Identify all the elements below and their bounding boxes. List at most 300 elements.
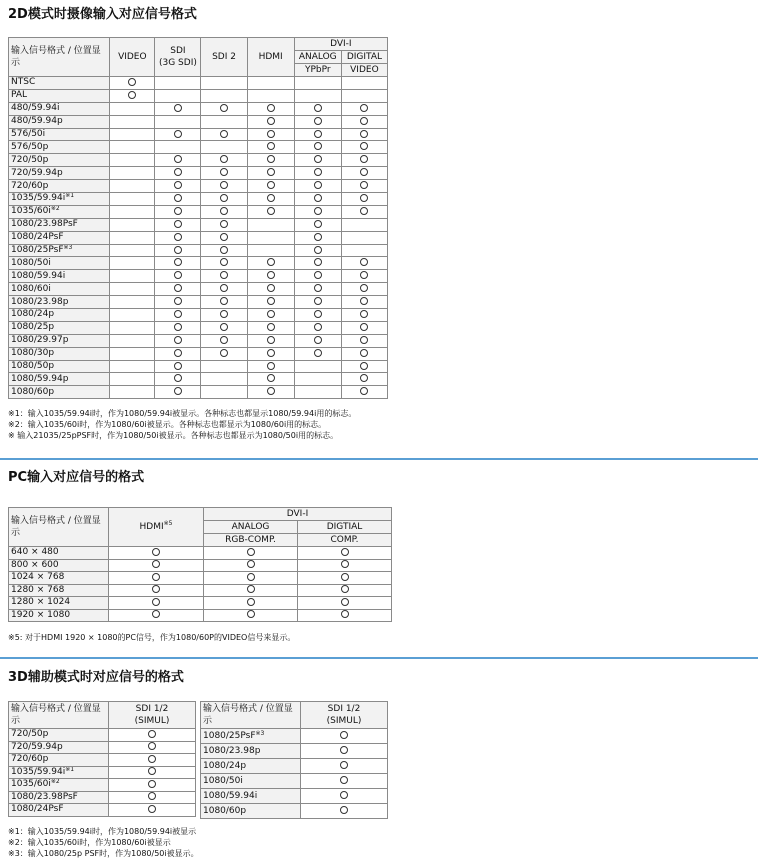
row-label: 1080/50i xyxy=(9,257,110,270)
row-label: 1080/24PsF xyxy=(9,804,109,817)
empty-cell xyxy=(110,115,155,128)
circle-mark-icon xyxy=(340,776,348,784)
circle-mark-icon xyxy=(174,220,182,228)
circle-mark-icon xyxy=(314,258,322,266)
circle-mark-icon xyxy=(267,117,275,125)
table-row xyxy=(9,102,388,115)
section3-title: 3D辅助模式时对应信号的格式 xyxy=(8,670,184,685)
header-dvi: DVI-I xyxy=(294,38,387,51)
circle-mark-icon xyxy=(360,284,368,292)
row-label: 576/50p xyxy=(9,141,110,154)
circle-mark-icon xyxy=(314,181,322,189)
table-row xyxy=(9,597,392,610)
signal-table-3d-right xyxy=(200,701,388,819)
row-label: 1080/59.94i xyxy=(201,789,301,804)
circle-mark-icon xyxy=(220,246,228,254)
supported-cell xyxy=(247,347,294,360)
circle-mark-icon xyxy=(314,246,322,254)
circle-mark-icon xyxy=(220,181,228,189)
empty-cell xyxy=(110,141,155,154)
supported-cell xyxy=(201,167,247,180)
supported-cell xyxy=(155,321,201,334)
empty-cell xyxy=(110,321,155,334)
empty-cell xyxy=(110,309,155,322)
empty-cell xyxy=(247,89,294,102)
empty-cell xyxy=(155,115,201,128)
supported-cell xyxy=(247,257,294,270)
row-label: 1080/59.94i xyxy=(9,270,110,283)
row-label: 1080/60p xyxy=(201,804,301,819)
pc-header-dvi: DVI-I xyxy=(204,508,392,521)
empty-cell xyxy=(155,141,201,154)
table-row xyxy=(9,283,388,296)
circle-mark-icon xyxy=(360,374,368,382)
row-label: $1035/60i^{※2}$ xyxy=(9,779,109,792)
circle-mark-icon xyxy=(148,767,156,775)
circle-mark-icon xyxy=(220,130,228,138)
row-label: 720/59.94p xyxy=(9,741,109,754)
circle-mark-icon xyxy=(314,271,322,279)
circle-mark-icon xyxy=(174,194,182,202)
supported-cell xyxy=(155,373,201,386)
circle-mark-icon xyxy=(340,791,348,799)
supported-cell xyxy=(341,386,387,399)
circle-mark-icon xyxy=(314,130,322,138)
circle-mark-icon xyxy=(314,117,322,125)
supported-cell xyxy=(201,180,247,193)
supported-cell xyxy=(204,584,298,597)
supported-cell xyxy=(247,270,294,283)
circle-mark-icon xyxy=(360,155,368,163)
circle-mark-icon xyxy=(360,349,368,357)
circle-mark-icon xyxy=(247,598,255,606)
supported-cell xyxy=(109,584,204,597)
empty-cell xyxy=(110,154,155,167)
supported-cell xyxy=(247,283,294,296)
empty-cell xyxy=(201,386,247,399)
supported-cell xyxy=(109,804,196,817)
header-ypbpr: YPbPr xyxy=(294,64,341,77)
row-label: 480/59.94p xyxy=(9,115,110,128)
circle-mark-icon xyxy=(360,323,368,331)
supported-cell xyxy=(155,205,201,218)
supported-cell xyxy=(301,804,388,819)
supported-cell xyxy=(294,154,341,167)
note-line: ※1：输入1035/59.94i时，作为1080/59.94i被显示。各种标志也都显示1080/59.94i用的标志。 xyxy=(8,409,357,418)
table-row xyxy=(9,766,196,779)
empty-cell xyxy=(155,77,201,90)
supported-cell xyxy=(155,128,201,141)
row-label: 1080/25p xyxy=(9,321,110,334)
circle-mark-icon xyxy=(267,130,275,138)
row-label: 720/60p xyxy=(9,180,110,193)
supported-cell xyxy=(294,102,341,115)
circle-mark-icon xyxy=(220,155,228,163)
table-row xyxy=(9,609,392,622)
row-label: 1280 × 768 xyxy=(9,584,109,597)
row-label: 1080/23.98p xyxy=(9,296,110,309)
header-video: VIDEO xyxy=(110,38,155,77)
supported-cell xyxy=(155,218,201,231)
empty-cell xyxy=(294,77,341,90)
table-row xyxy=(9,547,392,560)
pc-header-digital: DIGTIAL xyxy=(298,521,392,534)
circle-mark-icon xyxy=(340,761,348,769)
circle-mark-icon xyxy=(341,573,349,581)
supported-cell xyxy=(201,270,247,283)
supported-cell xyxy=(109,754,196,767)
supported-cell xyxy=(341,373,387,386)
circle-mark-icon xyxy=(174,323,182,331)
circle-mark-icon xyxy=(174,336,182,344)
circle-mark-icon xyxy=(220,323,228,331)
table-row xyxy=(201,744,388,759)
empty-cell xyxy=(110,347,155,360)
circle-mark-icon xyxy=(314,310,322,318)
circle-mark-icon xyxy=(341,598,349,606)
signal-table-pc xyxy=(8,507,392,622)
table-row xyxy=(9,77,388,90)
circle-mark-icon xyxy=(174,168,182,176)
empty-cell xyxy=(201,77,247,90)
circle-mark-icon xyxy=(360,362,368,370)
row-label: 1080/25PsF$^{※3}$ xyxy=(9,244,110,257)
circle-mark-icon xyxy=(341,610,349,618)
row-label: 720/50p xyxy=(9,154,110,167)
supported-cell xyxy=(294,257,341,270)
supported-cell xyxy=(155,360,201,373)
empty-cell xyxy=(110,102,155,115)
row-label: 640 × 480 xyxy=(9,547,109,560)
circle-mark-icon xyxy=(220,104,228,112)
row-label: 800 × 600 xyxy=(9,559,109,572)
table-row xyxy=(9,360,388,373)
circle-mark-icon xyxy=(220,336,228,344)
supported-cell xyxy=(247,141,294,154)
supported-cell xyxy=(155,270,201,283)
row-label: NTSC xyxy=(9,77,110,90)
circle-mark-icon xyxy=(220,207,228,215)
supported-cell xyxy=(341,141,387,154)
empty-cell xyxy=(110,296,155,309)
supported-cell xyxy=(247,360,294,373)
circle-mark-icon xyxy=(152,560,160,568)
circle-mark-icon xyxy=(314,323,322,331)
supported-cell xyxy=(155,257,201,270)
circle-mark-icon xyxy=(314,155,322,163)
supported-cell xyxy=(155,102,201,115)
circle-mark-icon xyxy=(220,220,228,228)
supported-cell xyxy=(298,547,392,560)
supported-cell xyxy=(201,128,247,141)
supported-cell xyxy=(341,270,387,283)
circle-mark-icon xyxy=(174,246,182,254)
supported-cell xyxy=(294,321,341,334)
circle-mark-icon xyxy=(220,310,228,318)
table-row xyxy=(9,373,388,386)
supported-cell xyxy=(204,597,298,610)
supported-cell xyxy=(294,141,341,154)
row-label: $1035/59.94i^{※1}$ xyxy=(9,193,110,206)
circle-mark-icon xyxy=(267,336,275,344)
supported-cell xyxy=(247,128,294,141)
row-label: 1080/24p xyxy=(201,759,301,774)
supported-cell xyxy=(155,193,201,206)
supported-cell xyxy=(201,257,247,270)
supported-cell xyxy=(247,373,294,386)
row-label: $1035/59.94i^{※1}$ xyxy=(9,766,109,779)
circle-mark-icon xyxy=(220,297,228,305)
supported-cell xyxy=(155,180,201,193)
circle-mark-icon xyxy=(360,130,368,138)
row-label: 1080/59.94p xyxy=(9,373,110,386)
note-line: ※2：输入1035/60i时，作为1080/60i被显示 xyxy=(8,838,171,847)
circle-mark-icon xyxy=(360,142,368,150)
pc-header-label: 输入信号格式 / 位置显示 xyxy=(9,508,109,547)
supported-cell xyxy=(298,597,392,610)
empty-cell xyxy=(247,244,294,257)
row-label: 1080/60p xyxy=(9,386,110,399)
row-label: 1920 × 1080 xyxy=(9,609,109,622)
supported-cell xyxy=(341,257,387,270)
circle-mark-icon xyxy=(148,805,156,813)
circle-mark-icon xyxy=(341,548,349,556)
supported-cell xyxy=(247,115,294,128)
circle-mark-icon xyxy=(148,730,156,738)
signal-table-3d-left xyxy=(8,701,196,817)
section-divider xyxy=(0,657,758,659)
supported-cell xyxy=(155,231,201,244)
circle-mark-icon xyxy=(267,155,275,163)
supported-cell xyxy=(301,774,388,789)
supported-cell xyxy=(201,334,247,347)
table-row xyxy=(9,89,388,102)
circle-mark-icon xyxy=(220,284,228,292)
section2-notes xyxy=(8,632,295,643)
row-label: $1035/60i^{※2}$ xyxy=(9,205,110,218)
header-sdi: SDI (3G SDI) xyxy=(155,38,201,77)
supported-cell xyxy=(247,309,294,322)
circle-mark-icon xyxy=(314,284,322,292)
note-line: ※2：输入1035/60i时，作为1080/60i被显示。各种标志也都显示为1080/60i用的标志。 xyxy=(8,420,327,429)
circle-mark-icon xyxy=(267,181,275,189)
supported-cell xyxy=(247,296,294,309)
supported-cell xyxy=(109,559,204,572)
supported-cell xyxy=(341,283,387,296)
supported-cell xyxy=(341,102,387,115)
circle-mark-icon xyxy=(148,792,156,800)
supported-cell xyxy=(247,167,294,180)
supported-cell xyxy=(109,729,196,742)
section3-notes xyxy=(8,826,199,859)
supported-cell xyxy=(201,283,247,296)
table-row xyxy=(9,334,388,347)
supported-cell xyxy=(109,741,196,754)
empty-cell xyxy=(201,89,247,102)
3d-right-header-sdi: SDI 1/2 (SIMUL) xyxy=(301,702,388,729)
supported-cell xyxy=(341,154,387,167)
circle-mark-icon xyxy=(148,755,156,763)
empty-cell xyxy=(110,270,155,283)
circle-mark-icon xyxy=(174,258,182,266)
circle-mark-icon xyxy=(267,323,275,331)
supported-cell xyxy=(155,386,201,399)
table-row xyxy=(9,754,196,767)
empty-cell xyxy=(247,231,294,244)
circle-mark-icon xyxy=(247,610,255,618)
empty-cell xyxy=(341,244,387,257)
supported-cell xyxy=(294,347,341,360)
circle-mark-icon xyxy=(314,220,322,228)
supported-cell xyxy=(155,309,201,322)
empty-cell xyxy=(110,257,155,270)
section1-title: 2D模式时摄像输入对应信号格式 xyxy=(8,7,197,22)
empty-cell xyxy=(110,360,155,373)
table-row xyxy=(9,141,388,154)
circle-mark-icon xyxy=(220,258,228,266)
circle-mark-icon xyxy=(174,130,182,138)
circle-mark-icon xyxy=(360,336,368,344)
circle-mark-icon xyxy=(174,104,182,112)
circle-mark-icon xyxy=(174,271,182,279)
circle-mark-icon xyxy=(220,349,228,357)
circle-mark-icon xyxy=(220,233,228,241)
table-row xyxy=(9,244,388,257)
supported-cell xyxy=(204,572,298,585)
circle-mark-icon xyxy=(174,310,182,318)
supported-cell xyxy=(247,205,294,218)
table-row xyxy=(9,559,392,572)
table-row xyxy=(9,193,388,206)
supported-cell xyxy=(341,205,387,218)
empty-cell xyxy=(110,244,155,257)
supported-cell xyxy=(201,309,247,322)
supported-cell xyxy=(294,180,341,193)
empty-cell xyxy=(201,115,247,128)
supported-cell xyxy=(110,77,155,90)
empty-cell xyxy=(294,89,341,102)
circle-mark-icon xyxy=(267,168,275,176)
header-hdmi: HDMI xyxy=(247,38,294,77)
row-label: 1080/60i xyxy=(9,283,110,296)
supported-cell xyxy=(155,347,201,360)
supported-cell xyxy=(301,729,388,744)
supported-cell xyxy=(294,309,341,322)
supported-cell xyxy=(294,128,341,141)
circle-mark-icon xyxy=(360,117,368,125)
circle-mark-icon xyxy=(340,731,348,739)
supported-cell xyxy=(341,334,387,347)
supported-cell xyxy=(341,128,387,141)
supported-cell xyxy=(341,167,387,180)
supported-cell xyxy=(109,609,204,622)
circle-mark-icon xyxy=(314,194,322,202)
empty-cell xyxy=(110,386,155,399)
section-divider xyxy=(0,458,758,460)
row-label: 1080/24PsF xyxy=(9,231,110,244)
circle-mark-icon xyxy=(174,387,182,395)
pc-header-analog: ANALOG xyxy=(204,521,298,534)
circle-mark-icon xyxy=(267,310,275,318)
table-row xyxy=(201,774,388,789)
supported-cell xyxy=(247,180,294,193)
circle-mark-icon xyxy=(128,91,136,99)
supported-cell xyxy=(294,193,341,206)
header-digital-video: VIDEO xyxy=(341,64,387,77)
empty-cell xyxy=(201,360,247,373)
table-row xyxy=(9,584,392,597)
row-label: 1080/50i xyxy=(201,774,301,789)
row-label: 1080/25PsF$^{※3}$ xyxy=(201,729,301,744)
empty-cell xyxy=(247,218,294,231)
table-row xyxy=(9,128,388,141)
circle-mark-icon xyxy=(152,598,160,606)
circle-mark-icon xyxy=(148,780,156,788)
circle-mark-icon xyxy=(360,181,368,189)
supported-cell xyxy=(341,360,387,373)
supported-cell xyxy=(204,547,298,560)
empty-cell xyxy=(110,205,155,218)
table-row xyxy=(9,321,388,334)
supported-cell xyxy=(341,321,387,334)
circle-mark-icon xyxy=(360,271,368,279)
circle-mark-icon xyxy=(148,742,156,750)
supported-cell xyxy=(155,154,201,167)
circle-mark-icon xyxy=(174,207,182,215)
supported-cell xyxy=(109,572,204,585)
circle-mark-icon xyxy=(152,573,160,581)
supported-cell xyxy=(341,115,387,128)
header-digital: DIGITAL xyxy=(341,51,387,64)
supported-cell xyxy=(294,334,341,347)
signal-table-2d xyxy=(8,37,388,399)
supported-cell xyxy=(201,218,247,231)
supported-cell xyxy=(155,244,201,257)
table-row xyxy=(9,115,388,128)
circle-mark-icon xyxy=(220,168,228,176)
row-label: 1024 × 768 xyxy=(9,572,109,585)
supported-cell xyxy=(201,193,247,206)
empty-cell xyxy=(201,141,247,154)
section2-title: PC输入对应信号的格式 xyxy=(8,470,145,485)
supported-cell xyxy=(294,115,341,128)
empty-cell xyxy=(247,77,294,90)
circle-mark-icon xyxy=(267,258,275,266)
table-row xyxy=(201,804,388,819)
empty-cell xyxy=(341,231,387,244)
supported-cell xyxy=(298,559,392,572)
circle-mark-icon xyxy=(340,806,348,814)
empty-cell xyxy=(110,218,155,231)
circle-mark-icon xyxy=(220,194,228,202)
row-label: 576/50i xyxy=(9,128,110,141)
circle-mark-icon xyxy=(341,585,349,593)
table-row xyxy=(9,180,388,193)
empty-cell xyxy=(110,128,155,141)
circle-mark-icon xyxy=(247,548,255,556)
supported-cell xyxy=(298,584,392,597)
circle-mark-icon xyxy=(247,573,255,581)
supported-cell xyxy=(298,572,392,585)
table-row xyxy=(9,779,196,792)
circle-mark-icon xyxy=(152,548,160,556)
circle-mark-icon xyxy=(174,155,182,163)
supported-cell xyxy=(155,167,201,180)
table-row xyxy=(9,296,388,309)
empty-cell xyxy=(341,77,387,90)
supported-cell xyxy=(294,244,341,257)
row-label: 720/60p xyxy=(9,754,109,767)
